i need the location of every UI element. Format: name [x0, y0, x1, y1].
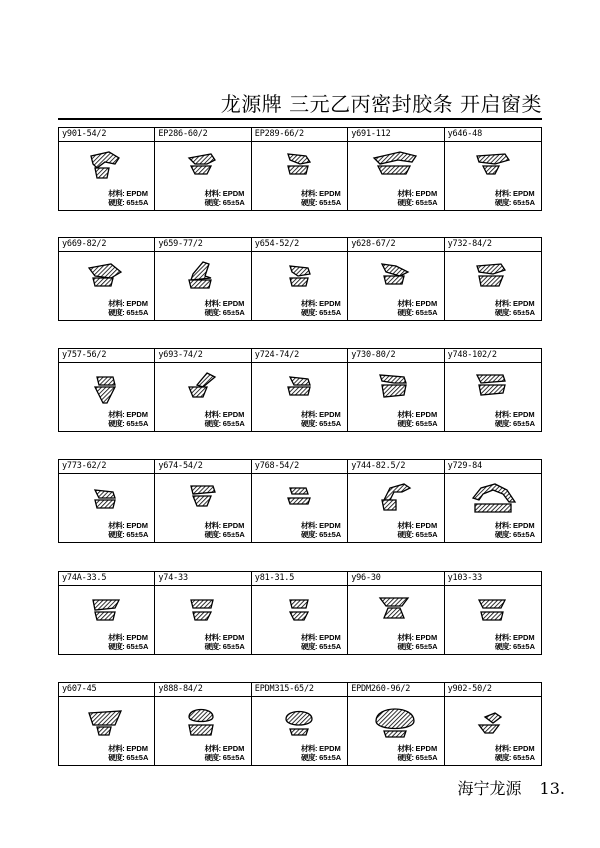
seal-profile-icon	[274, 480, 324, 520]
product-cell	[252, 349, 348, 431]
material-label: 材料:	[301, 633, 318, 642]
hardness-label: 硬度:	[494, 308, 511, 317]
material-label: 材料:	[494, 189, 511, 198]
seal-profile-icon	[467, 592, 517, 632]
product-cell	[155, 238, 251, 320]
seal-profile-icon	[370, 703, 420, 743]
material-label: 材料:	[204, 633, 221, 642]
product-cell	[445, 683, 541, 765]
product-cell	[445, 128, 541, 210]
material-value: EPDM	[222, 521, 245, 530]
product-cell	[348, 460, 444, 542]
seal-profile-icon	[274, 148, 324, 188]
code-bar	[155, 238, 250, 252]
product-code: y103-33	[447, 573, 483, 583]
hardness-label: 硬度:	[494, 198, 511, 207]
code-bar	[155, 128, 250, 142]
material-value: EPDM	[126, 410, 149, 419]
seal-profile-icon	[177, 258, 227, 298]
material-label: 材料:	[397, 521, 414, 530]
seal-profile-icon	[177, 703, 227, 743]
hardness-label: 硬度:	[204, 530, 221, 539]
material-value: EPDM	[126, 189, 149, 198]
product-cell	[155, 572, 251, 654]
product-code: y74A-33.5	[62, 573, 107, 583]
product-cell	[348, 683, 444, 765]
product-cell	[252, 460, 348, 542]
seal-profile-icon	[467, 148, 517, 188]
product-row	[58, 682, 542, 766]
material-label: 材料:	[301, 299, 318, 308]
product-code: y744-82.5/2	[351, 461, 406, 471]
hardness-label: 硬度:	[397, 530, 414, 539]
product-code: y768-54/2	[254, 461, 300, 471]
seal-profile-icon	[81, 369, 131, 409]
spec-block	[495, 744, 535, 762]
product-row	[58, 127, 542, 211]
material-value: EPDM	[319, 744, 341, 753]
product-row	[58, 571, 542, 655]
hardness-value: 65±5A	[319, 198, 342, 207]
product-cell	[252, 128, 348, 210]
seal-profile-icon	[177, 480, 227, 520]
material-value: EPDM	[415, 410, 438, 419]
material-label: 材料:	[494, 410, 511, 419]
hardness-value: 65±5A	[222, 530, 245, 539]
code-bar	[252, 460, 347, 474]
hardness-value: 65±5A	[512, 530, 535, 539]
code-bar	[252, 349, 347, 363]
hardness-label: 硬度:	[204, 753, 221, 762]
code-bar	[252, 572, 347, 586]
product-cell	[59, 683, 155, 765]
product-cell	[348, 238, 444, 320]
product-code: y724-74/2	[254, 350, 300, 360]
code-bar	[59, 572, 154, 586]
page-number: 13.	[539, 779, 565, 798]
hardness-value: 65±5A	[415, 753, 438, 762]
spec-block	[301, 521, 341, 539]
product-row	[58, 237, 542, 321]
hardness-value: 65±5A	[512, 198, 535, 207]
code-bar	[348, 128, 443, 142]
page-title: 龙源牌 三元乙丙密封胶条 开启窗类	[220, 92, 542, 116]
hardness-value: 65±5A	[222, 308, 245, 317]
page-footer	[458, 776, 565, 799]
material-value: EPDM	[415, 521, 438, 530]
product-code: y646-48	[447, 129, 483, 139]
product-cell	[155, 460, 251, 542]
code-bar	[59, 683, 154, 697]
hardness-value: 65±5A	[126, 419, 149, 428]
spec-block	[397, 189, 437, 207]
hardness-value: 65±5A	[512, 419, 535, 428]
material-value: EPDM	[126, 299, 149, 308]
material-value: EPDM	[319, 299, 341, 308]
hardness-label: 硬度:	[397, 198, 414, 207]
material-value: EPDM	[512, 633, 535, 642]
hardness-value: 65±5A	[319, 308, 342, 317]
material-value: EPDM	[415, 744, 438, 753]
product-cell	[445, 349, 541, 431]
product-cell	[155, 349, 251, 431]
product-code: y902-50/2	[447, 684, 492, 694]
spec-block	[205, 633, 245, 651]
hardness-label: 硬度:	[108, 308, 125, 317]
product-cell	[348, 572, 444, 654]
seal-profile-icon	[274, 703, 324, 743]
spec-block	[397, 410, 437, 428]
code-bar	[155, 349, 250, 363]
product-code: y693-74/2	[158, 350, 203, 360]
code-bar	[348, 238, 443, 252]
seal-profile-icon	[370, 592, 420, 632]
spec-block	[205, 744, 245, 762]
seal-profile-icon	[467, 258, 517, 298]
product-code: y773-62/2	[62, 461, 107, 471]
spec-block	[108, 633, 148, 651]
footer-company: 海宁龙源	[457, 779, 522, 798]
hardness-label: 硬度:	[494, 419, 511, 428]
spec-block	[108, 189, 148, 207]
code-bar	[445, 349, 541, 363]
hardness-label: 硬度:	[301, 642, 318, 651]
material-label: 材料:	[108, 521, 125, 530]
hardness-label: 硬度:	[108, 198, 125, 207]
hardness-value: 65±5A	[222, 419, 245, 428]
material-value: EPDM	[222, 410, 245, 419]
spec-block	[301, 410, 341, 428]
product-code: y691-112	[351, 129, 391, 139]
product-cell	[445, 460, 541, 542]
product-cell	[59, 128, 155, 210]
hardness-label: 硬度:	[494, 753, 511, 762]
material-value: EPDM	[222, 633, 245, 642]
seal-profile-icon	[81, 258, 131, 298]
hardness-label: 硬度:	[108, 642, 125, 651]
code-bar	[59, 128, 154, 142]
code-bar	[348, 460, 443, 474]
seal-profile-icon	[177, 148, 227, 188]
product-code: EP286-60/2	[158, 129, 208, 139]
code-bar	[252, 683, 347, 697]
hardness-label: 硬度:	[301, 419, 318, 428]
material-value: EPDM	[222, 744, 245, 753]
hardness-value: 65±5A	[415, 642, 438, 651]
hardness-value: 65±5A	[126, 198, 149, 207]
hardness-value: 65±5A	[126, 753, 149, 762]
product-code: y628-67/2	[351, 239, 396, 249]
hardness-value: 65±5A	[415, 308, 438, 317]
hardness-label: 硬度:	[108, 419, 125, 428]
product-code: y732-84/2	[447, 239, 492, 249]
hardness-value: 65±5A	[415, 419, 438, 428]
hardness-value: 65±5A	[319, 530, 342, 539]
hardness-label: 硬度:	[397, 419, 414, 428]
hardness-value: 65±5A	[319, 753, 342, 762]
material-value: EPDM	[415, 189, 438, 198]
material-label: 材料:	[494, 521, 511, 530]
hardness-value: 65±5A	[512, 308, 535, 317]
hardness-label: 硬度:	[204, 642, 221, 651]
code-bar	[348, 349, 443, 363]
spec-block	[397, 633, 437, 651]
spec-block	[495, 410, 535, 428]
hardness-label: 硬度:	[301, 753, 318, 762]
code-bar	[445, 683, 541, 697]
spec-block	[495, 521, 535, 539]
product-row	[58, 459, 542, 543]
product-cell	[59, 349, 155, 431]
code-bar	[155, 460, 250, 474]
material-label: 材料:	[397, 299, 414, 308]
material-label: 材料:	[301, 744, 318, 753]
spec-block	[301, 299, 341, 317]
code-bar	[445, 238, 541, 252]
product-cell	[155, 683, 251, 765]
material-label: 材料:	[397, 744, 414, 753]
material-label: 材料:	[397, 189, 414, 198]
spec-block	[397, 299, 437, 317]
hardness-label: 硬度:	[204, 308, 221, 317]
product-code: y748-102/2	[447, 350, 497, 360]
material-label: 材料:	[204, 189, 221, 198]
hardness-label: 硬度:	[494, 642, 511, 651]
hardness-value: 65±5A	[415, 198, 438, 207]
spec-block	[205, 299, 245, 317]
code-bar	[252, 128, 347, 142]
hardness-label: 硬度:	[108, 753, 125, 762]
hardness-value: 65±5A	[126, 530, 149, 539]
material-value: EPDM	[512, 410, 535, 419]
product-code: y730-80/2	[351, 350, 396, 360]
product-cell	[59, 572, 155, 654]
hardness-value: 65±5A	[512, 753, 535, 762]
spec-block	[108, 521, 148, 539]
material-label: 材料:	[108, 744, 125, 753]
code-bar	[59, 238, 154, 252]
product-cell	[252, 683, 348, 765]
material-value: EPDM	[126, 744, 149, 753]
hardness-label: 硬度:	[397, 642, 414, 651]
seal-profile-icon	[274, 258, 324, 298]
spec-block	[495, 189, 535, 207]
seal-profile-icon	[177, 369, 227, 409]
material-label: 材料:	[204, 744, 221, 753]
hardness-value: 65±5A	[319, 642, 342, 651]
seal-profile-icon	[467, 703, 517, 743]
hardness-label: 硬度:	[204, 419, 221, 428]
seal-profile-icon	[177, 592, 227, 632]
spec-block	[495, 299, 535, 317]
product-code: y659-77/2	[158, 239, 203, 249]
hardness-value: 65±5A	[126, 642, 149, 651]
hardness-value: 65±5A	[222, 198, 245, 207]
product-cell	[59, 238, 155, 320]
spec-block	[495, 633, 535, 651]
product-code: y607-45	[62, 684, 97, 694]
product-cell	[155, 128, 251, 210]
material-value: EPDM	[415, 299, 438, 308]
hardness-label: 硬度:	[301, 530, 318, 539]
product-code: y888-84/2	[158, 684, 203, 694]
material-label: 材料:	[204, 521, 221, 530]
material-label: 材料:	[108, 633, 125, 642]
material-label: 材料:	[397, 410, 414, 419]
code-bar	[155, 683, 250, 697]
seal-profile-icon	[370, 480, 420, 520]
seal-profile-icon	[370, 148, 420, 188]
product-code: y729-84	[447, 461, 483, 471]
hardness-label: 硬度:	[108, 530, 125, 539]
hardness-value: 65±5A	[512, 642, 535, 651]
spec-block	[205, 521, 245, 539]
material-value: EPDM	[512, 521, 535, 530]
material-label: 材料:	[494, 633, 511, 642]
product-code: EP289-66/2	[254, 129, 304, 139]
hardness-label: 硬度:	[397, 308, 414, 317]
spec-block	[301, 633, 341, 651]
spec-block	[108, 410, 148, 428]
spec-block	[397, 521, 437, 539]
product-code: y669-82/2	[62, 239, 107, 249]
code-bar	[59, 460, 154, 474]
product-cell	[348, 349, 444, 431]
material-value: EPDM	[319, 410, 341, 419]
code-bar	[252, 238, 347, 252]
material-label: 材料:	[301, 410, 318, 419]
code-bar	[445, 460, 541, 474]
hardness-value: 65±5A	[222, 642, 245, 651]
product-cell	[445, 238, 541, 320]
code-bar	[155, 572, 250, 586]
seal-profile-icon	[467, 369, 517, 409]
hardness-value: 65±5A	[415, 530, 438, 539]
code-bar	[348, 683, 443, 697]
product-cell	[348, 128, 444, 210]
material-label: 材料:	[494, 299, 511, 308]
hardness-value: 65±5A	[222, 753, 245, 762]
spec-block	[205, 189, 245, 207]
product-code: y901-54/2	[62, 129, 107, 139]
material-label: 材料:	[301, 189, 318, 198]
spec-block	[301, 744, 341, 762]
material-label: 材料:	[397, 633, 414, 642]
code-bar	[59, 349, 154, 363]
product-code: EPDM260-96/2	[351, 684, 411, 694]
spec-block	[108, 299, 148, 317]
material-label: 材料:	[204, 299, 221, 308]
material-value: EPDM	[126, 633, 149, 642]
material-value: EPDM	[512, 744, 535, 753]
hardness-label: 硬度:	[494, 530, 511, 539]
hardness-value: 65±5A	[319, 419, 342, 428]
code-bar	[445, 128, 541, 142]
product-cell	[252, 238, 348, 320]
spec-block	[301, 189, 341, 207]
product-code: y757-56/2	[62, 350, 107, 360]
seal-profile-icon	[274, 369, 324, 409]
hardness-value: 65±5A	[126, 308, 149, 317]
material-value: EPDM	[126, 521, 149, 530]
code-bar	[445, 572, 541, 586]
material-value: EPDM	[512, 189, 535, 198]
hardness-label: 硬度:	[301, 308, 318, 317]
material-label: 材料:	[301, 521, 318, 530]
seal-profile-icon	[81, 703, 131, 743]
spec-block	[108, 744, 148, 762]
seal-profile-icon	[467, 480, 517, 520]
product-row	[58, 348, 542, 432]
material-label: 材料:	[108, 189, 125, 198]
product-cell	[59, 460, 155, 542]
product-code: y74-33	[158, 573, 188, 583]
product-code: y96-30	[351, 573, 381, 583]
product-code: y81-31.5	[254, 573, 295, 583]
material-value: EPDM	[222, 189, 245, 198]
product-cell	[445, 572, 541, 654]
spec-block	[205, 410, 245, 428]
product-code: y654-52/2	[254, 239, 300, 249]
product-cell	[252, 572, 348, 654]
material-label: 材料:	[108, 410, 125, 419]
seal-profile-icon	[370, 258, 420, 298]
material-label: 材料:	[108, 299, 125, 308]
material-value: EPDM	[319, 521, 341, 530]
seal-profile-icon	[81, 148, 131, 188]
material-value: EPDM	[319, 189, 341, 198]
code-bar	[348, 572, 443, 586]
material-value: EPDM	[319, 633, 341, 642]
hardness-label: 硬度:	[204, 198, 221, 207]
seal-profile-icon	[81, 592, 131, 632]
material-label: 材料:	[204, 410, 221, 419]
seal-profile-icon	[274, 592, 324, 632]
product-code: y674-54/2	[158, 461, 203, 471]
material-value: EPDM	[222, 299, 245, 308]
material-label: 材料:	[494, 744, 511, 753]
seal-profile-icon	[370, 369, 420, 409]
seal-profile-icon	[81, 480, 131, 520]
hardness-label: 硬度:	[301, 198, 318, 207]
material-value: EPDM	[415, 633, 438, 642]
hardness-label: 硬度:	[397, 753, 414, 762]
spec-block	[397, 744, 437, 762]
title-rule	[58, 118, 542, 120]
material-value: EPDM	[512, 299, 535, 308]
product-code: EPDM315-65/2	[254, 684, 314, 694]
